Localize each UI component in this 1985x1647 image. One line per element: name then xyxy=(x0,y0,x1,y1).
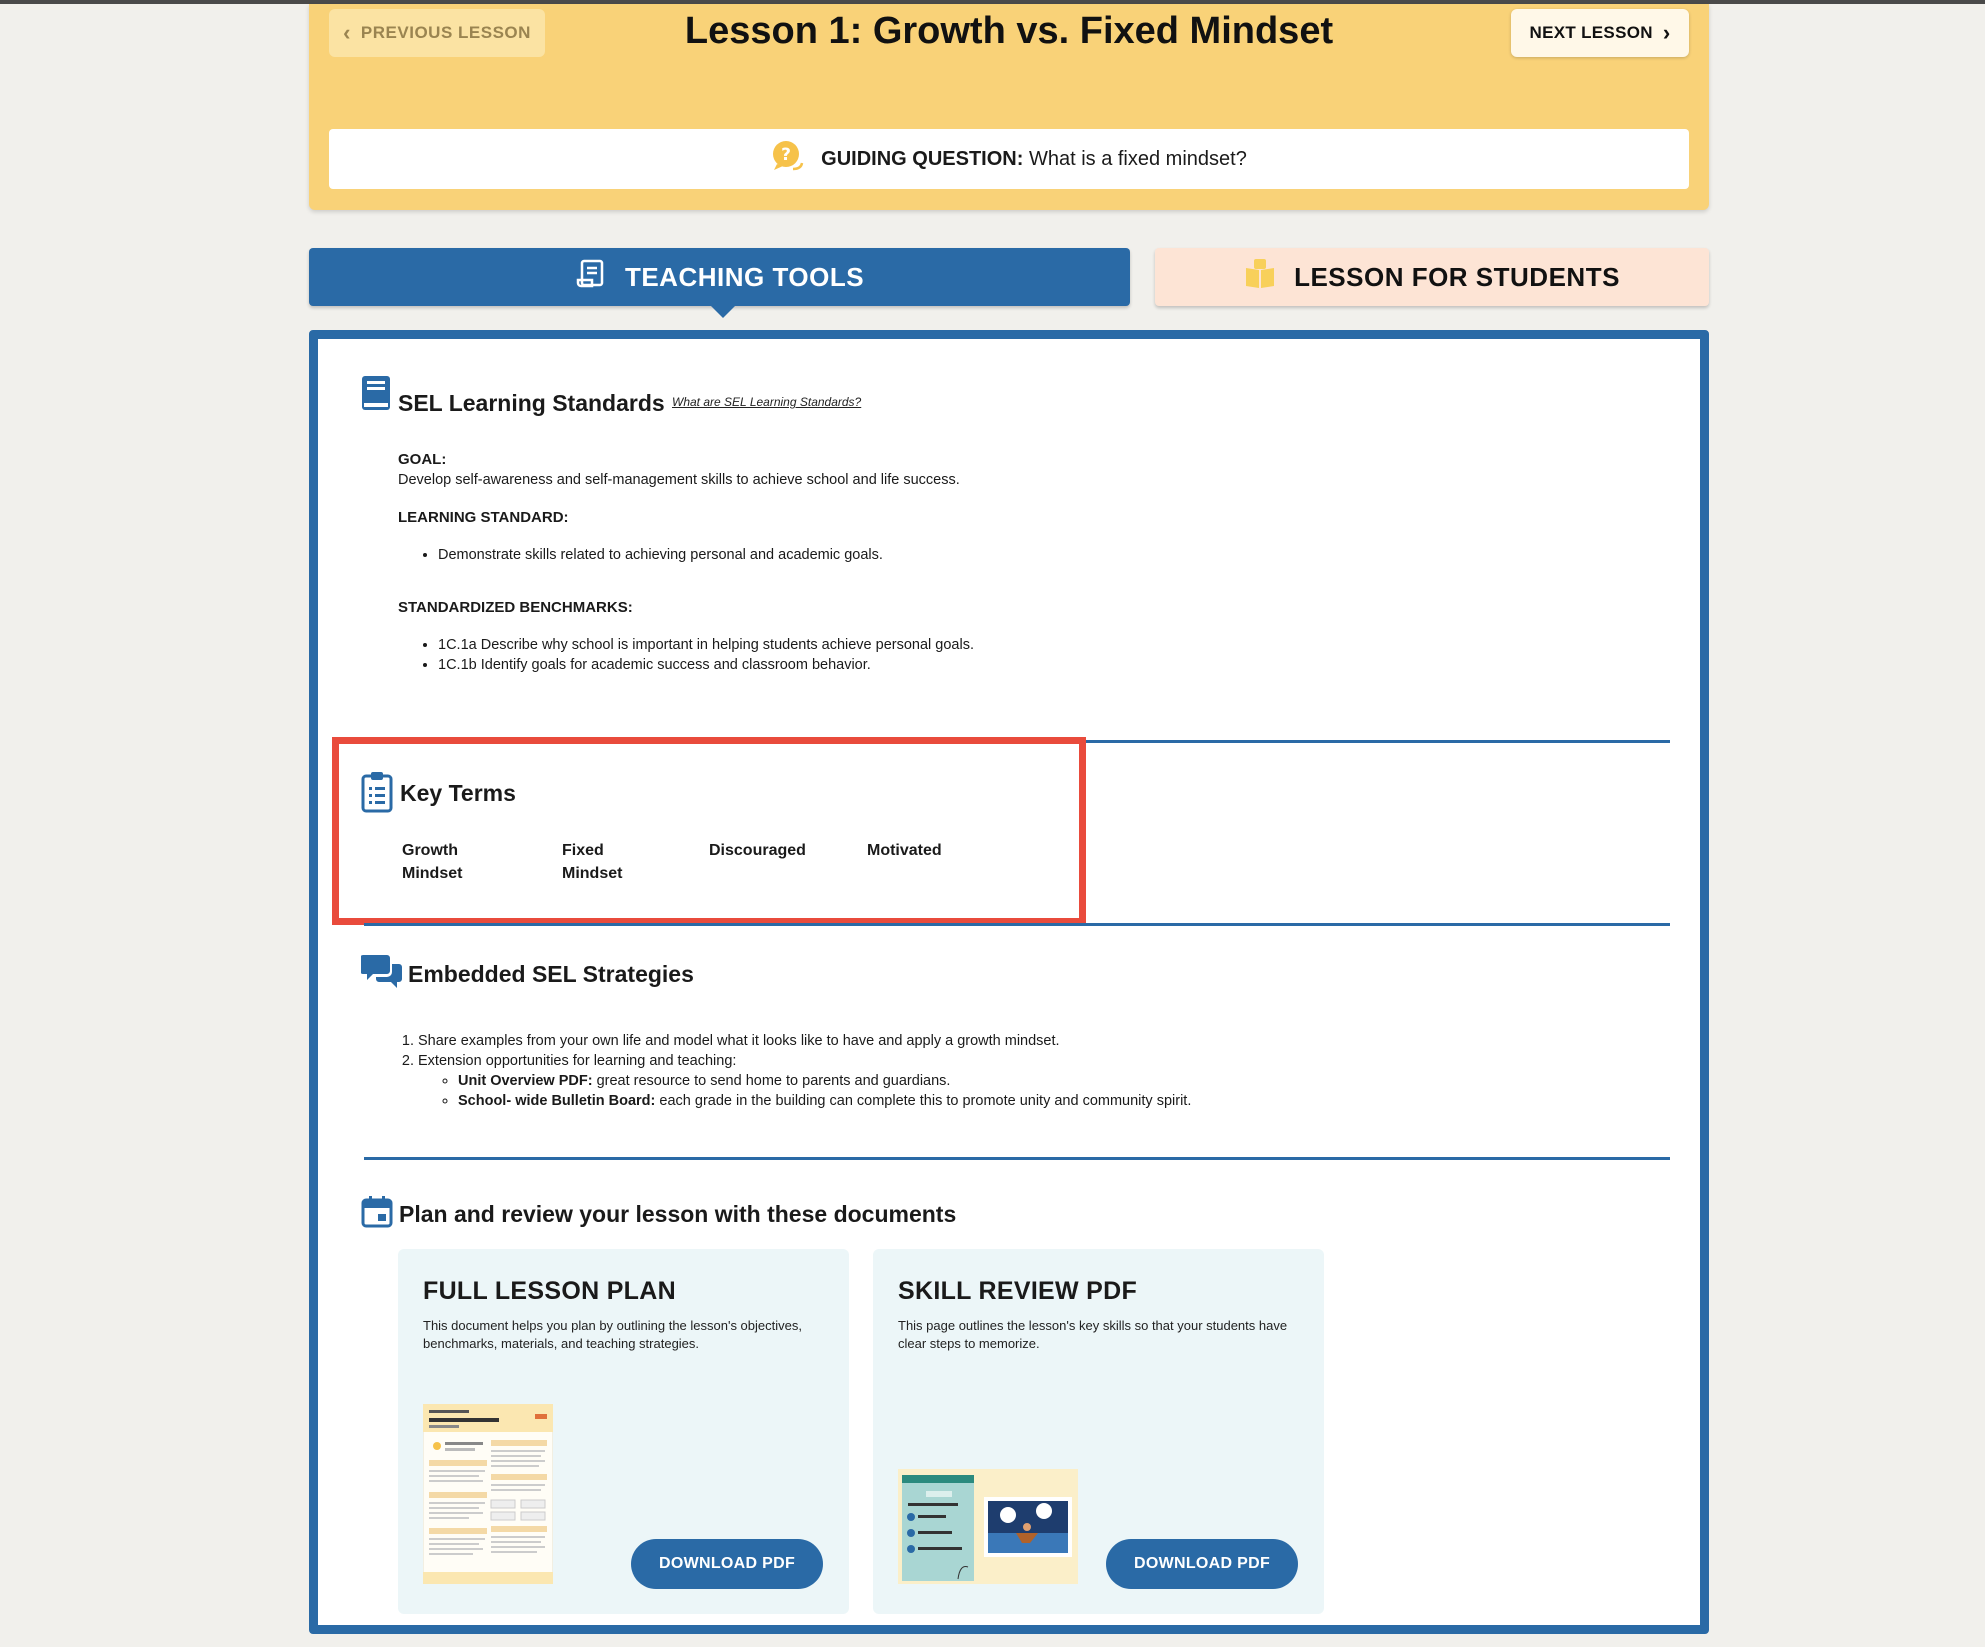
card-description: This page outlines the lesson's key skills so that your students have clear steps to memorize. xyxy=(898,1318,1288,1351)
guiding-question-box xyxy=(329,129,1689,189)
strategies-list xyxy=(398,1031,1191,1111)
sel-standards-title: SEL Learning Standards xyxy=(398,390,665,416)
key-term: Motivated xyxy=(867,842,942,859)
key-terms-title: Key Terms xyxy=(400,780,516,806)
tab-teaching-tools-label: TEACHING TOOLS xyxy=(624,261,865,292)
book-icon xyxy=(361,375,391,416)
page-title: Lesson 1: Growth vs. Fixed Mindset xyxy=(684,10,1334,52)
open-book-icon xyxy=(1244,258,1276,297)
key-term: Discouraged xyxy=(709,842,806,859)
goal-label: GOAL: xyxy=(398,451,447,468)
lesson-plan-thumbnail[interactable] xyxy=(423,1404,553,1589)
learning-standard-block xyxy=(398,508,883,565)
section-divider xyxy=(364,923,1670,926)
card-title: FULL LESSON PLAN xyxy=(423,1277,676,1305)
teaching-tools-panel xyxy=(309,330,1709,1634)
chevron-left-icon: ‹ xyxy=(343,20,351,45)
guiding-question-text: What is a fixed mindset? xyxy=(1028,147,1247,170)
strategy-subitem: ◦ School- wide Bulletin Board: each grade in the building can complete this to promote unity and community spirit. xyxy=(458,1091,1191,1111)
strategy-item: 2. Extension opportunities for learning and teaching: ◦ Unit Overview PDF: great resource to send home to parents and guardians. ◦ School- wide Bulletin Board: each grade in the building can complete this to promote unity and community spirit. xyxy=(418,1051,1191,1111)
learning-standard-label: LEARNING STANDARD: xyxy=(398,509,569,526)
download-pdf-button[interactable]: DOWNLOAD PDF xyxy=(631,1539,823,1589)
full-lesson-plan-card xyxy=(398,1249,849,1614)
clipboard-list-icon xyxy=(361,771,393,818)
goal-block xyxy=(398,450,960,490)
card-title: SKILL REVIEW PDF xyxy=(898,1277,1138,1305)
key-term: Growth Mindset xyxy=(402,842,463,882)
svg-text:?: ? xyxy=(781,145,792,165)
skill-review-card xyxy=(873,1249,1324,1614)
guiding-question-label: GUIDING QUESTION: xyxy=(821,147,1024,170)
key-terms-highlight-box xyxy=(332,737,1086,925)
goal-text: Develop self-awareness and self-management skills to achieve school and life success. xyxy=(398,472,960,488)
next-lesson-button[interactable] xyxy=(1511,9,1689,57)
tab-teaching-tools[interactable] xyxy=(309,248,1130,306)
sel-standards-link[interactable]: What are SEL Learning Standards? xyxy=(672,395,862,409)
next-lesson-label: NEXT LESSON xyxy=(1529,23,1653,42)
documents-title: Plan and review your lesson with these documents xyxy=(399,1201,957,1227)
strategy-subitem: ◦ Unit Overview PDF: great resource to send home to parents and guardians. xyxy=(458,1071,1191,1091)
benchmark-item: • 1C.1b Identify goals for academic success and classroom behavior. xyxy=(438,655,974,675)
sel-strategies-title: Embedded SEL Strategies xyxy=(408,961,694,987)
skill-review-thumbnail[interactable] xyxy=(898,1469,1078,1589)
calendar-icon xyxy=(361,1196,393,1233)
tab-lesson-for-students[interactable] xyxy=(1155,248,1709,306)
scroll-document-icon xyxy=(575,258,607,297)
benchmarks-label: STANDARDIZED BENCHMARKS: xyxy=(398,599,633,616)
lesson-header xyxy=(309,4,1709,210)
key-term: Fixed Mindset xyxy=(562,842,623,882)
chat-bubbles-icon xyxy=(361,952,403,995)
card-description: This document helps you plan by outlining the lesson's objectives, benchmarks, materials, and teaching strategies. xyxy=(423,1318,802,1351)
download-pdf-button[interactable]: DOWNLOAD PDF xyxy=(1106,1539,1298,1589)
section-divider xyxy=(364,1157,1670,1160)
question-bubble-icon xyxy=(771,139,805,179)
previous-lesson-label: PREVIOUS LESSON xyxy=(360,23,531,42)
tab-lesson-for-students-label: LESSON FOR STUDENTS xyxy=(1294,261,1620,292)
strategy-item: 1. Share examples from your own life and model what it looks like to have and apply a growth mindset. xyxy=(418,1031,1191,1051)
chevron-right-icon: › xyxy=(1662,20,1671,45)
benchmarks-block xyxy=(398,598,974,675)
learning-standard-item: • Demonstrate skills related to achieving personal and academic goals. xyxy=(438,545,883,565)
benchmark-item: • 1C.1a Describe why school is important in helping students achieve personal goals. xyxy=(438,635,974,655)
